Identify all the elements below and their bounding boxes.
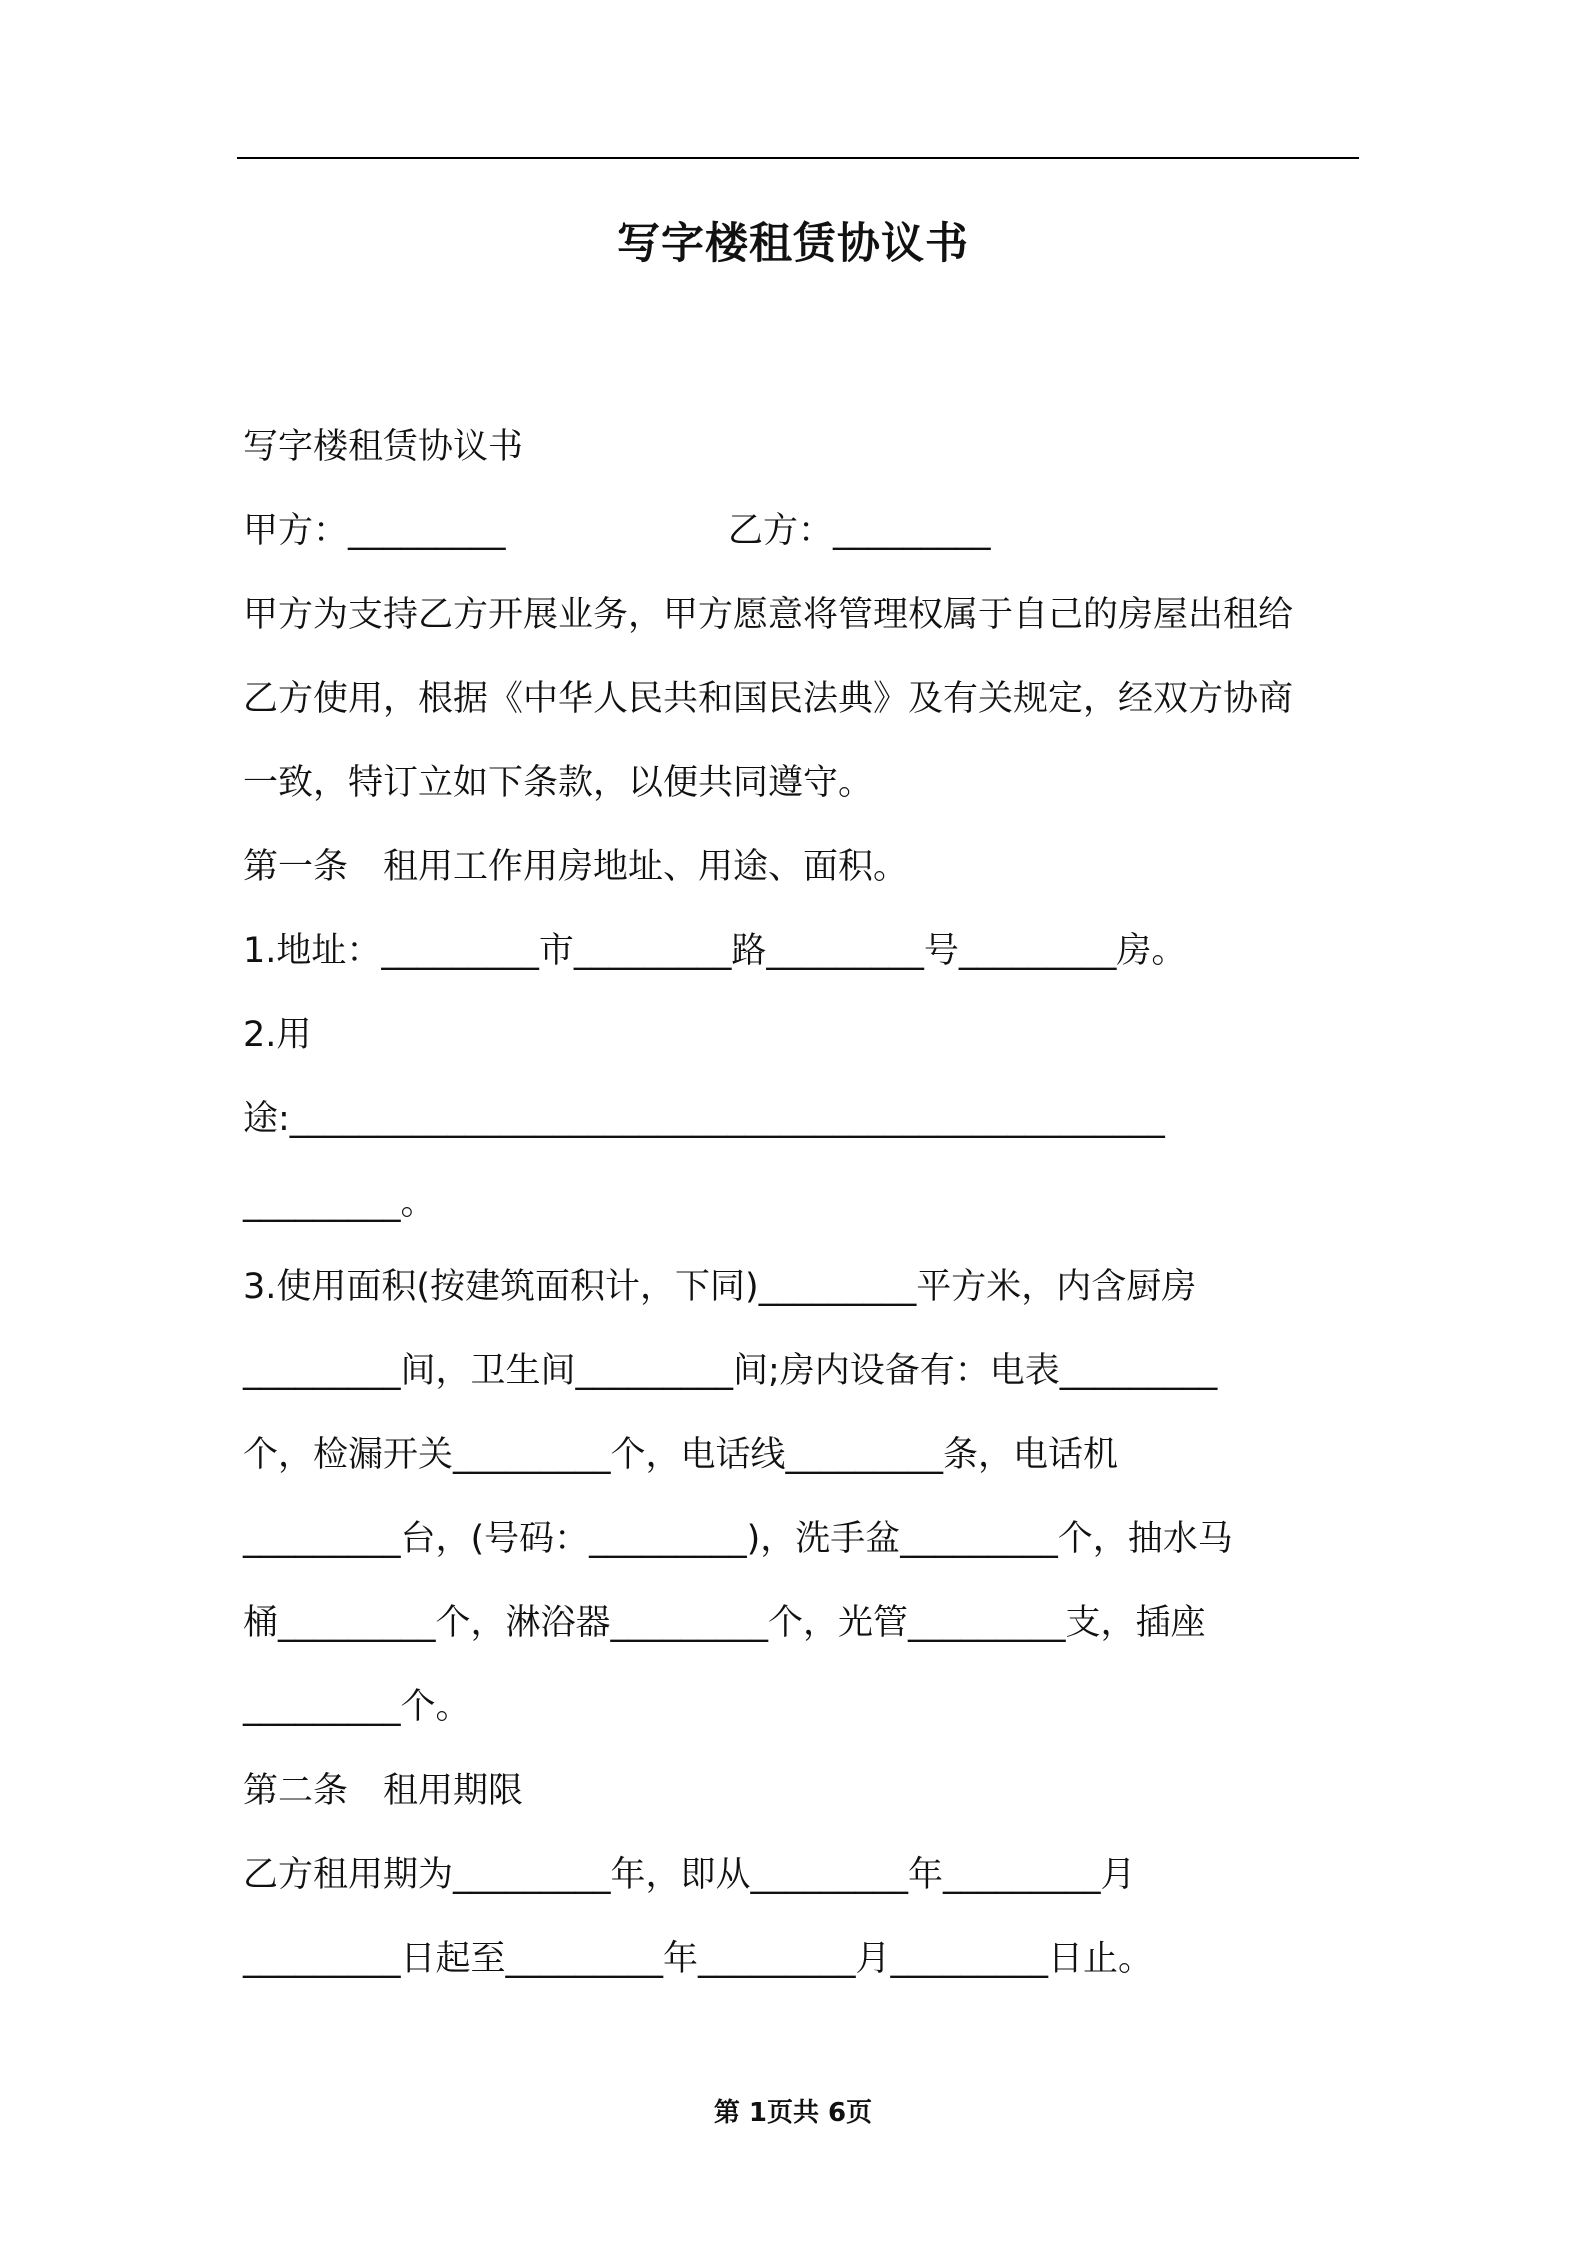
body-line: _________间，卫生间_________间;房内设备有：电表_________	[243, 1351, 1218, 1391]
document-title: 写字楼租赁协议书	[617, 219, 969, 269]
body-line: 乙方租用期为_________年，即从_________年_________月	[243, 1855, 1136, 1895]
body-line: 甲方为支持乙方开展业务，甲方愿意将管理权属于自己的房屋出租给	[243, 595, 1294, 635]
body-line: 1.地址：_________市_________路_________号_________房。	[243, 931, 1187, 971]
body-line: 2.用	[243, 1015, 312, 1055]
body-line: 写字楼租赁协议书	[243, 427, 524, 467]
body-line: 乙方使用，根据《中华人民共和国民法典》及有关规定，经双方协商	[243, 679, 1294, 719]
document-body	[243, 405, 1358, 2001]
body-line: 桶_________个，淋浴器_________个，光管_________支，插座	[243, 1603, 1206, 1643]
body-line: 甲方：_________ 乙方：_________	[243, 511, 991, 551]
body-line: 第一条 租用工作用房地址、用途、面积。	[243, 847, 909, 887]
body-line: 3.使用面积(按建筑面积计，下同)_________平方米，内含厨房	[243, 1267, 1197, 1307]
body-line: 途:__________________________________________________	[243, 1099, 1165, 1139]
body-line: 一致，特订立如下条款，以便共同遵守。	[243, 763, 874, 803]
body-line: _________台，(号码：_________)，洗手盆_________个，抽水马	[243, 1519, 1233, 1559]
body-line: _________日起至_________年_________月_________日止。	[243, 1939, 1154, 1979]
body-line: _________。	[243, 1183, 436, 1223]
body-line: 第二条 租用期限	[243, 1771, 524, 1811]
body-line: _________个。	[243, 1687, 471, 1727]
page-number: 第 1页共 6页	[713, 2098, 873, 2128]
body-line: 个，检漏开关_________个，电话线_________条，电话机	[243, 1435, 1119, 1475]
header-rule	[237, 157, 1359, 159]
